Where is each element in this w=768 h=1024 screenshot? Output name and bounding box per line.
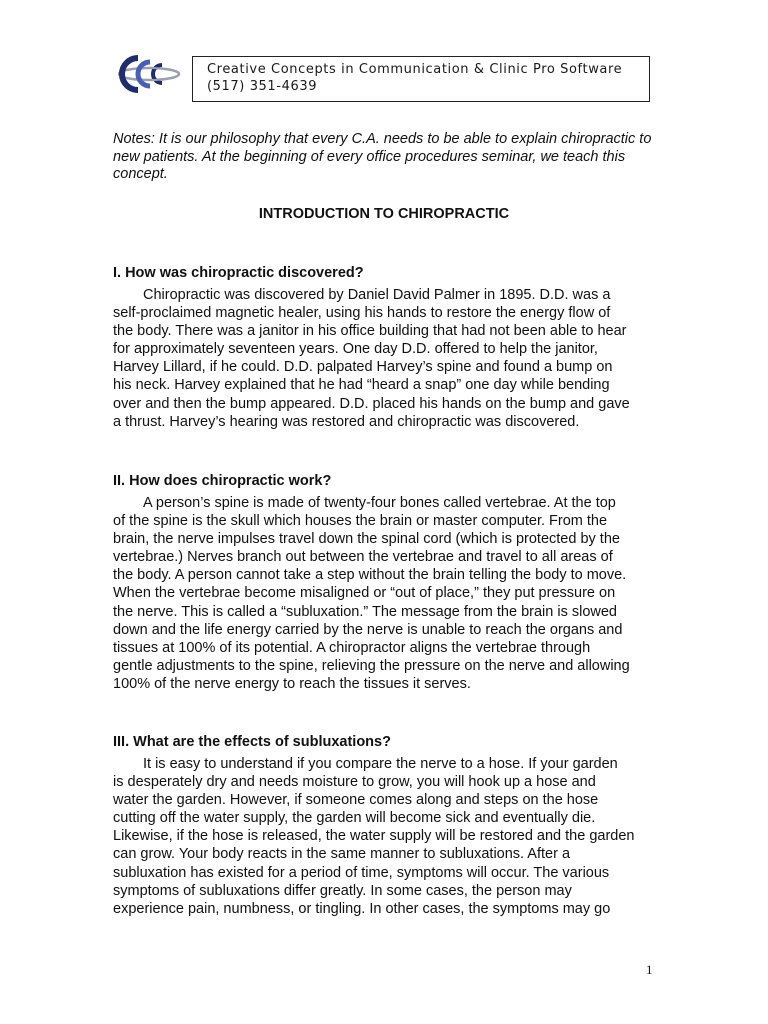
body-line: a thrust. Harvey’s hearing was restored and chiropractic was discovered. <box>113 413 580 430</box>
header-box <box>192 56 650 102</box>
body-line: cutting off the water supply, the garden will become sick and eventually die. <box>113 810 596 827</box>
ccc-logo-icon <box>116 50 186 98</box>
section-heading-1: I. How was chiropractic discovered? <box>113 265 364 281</box>
body-line: symptoms of subluxations differ greatly. In some cases, the person may <box>113 882 572 899</box>
company-logo <box>116 50 186 98</box>
notes-paragraph: Notes: It is our philosophy that every C.A. needs to be able to explain chiropractic to new patients. At the beginning of every office procedures seminar, we teach this concept. <box>113 131 652 182</box>
body-line: gentle adjustments to the spine, relieving the pressure on the nerve and allowing <box>113 657 630 674</box>
body-line: self-proclaimed magnetic healer, using his hands to restore the energy flow of <box>113 305 611 322</box>
section-heading-2: II. How does chiropractic work? <box>113 473 332 489</box>
body-line: the nerve. This is called a “subluxation.” The message from the brain is slowed <box>113 603 617 620</box>
body-line: experience pain, numbness, or tingling. In other cases, the symptoms may go <box>113 900 611 917</box>
body-line: is desperately dry and needs moisture to grow, you will hook up a hose and <box>113 774 596 791</box>
body-line: the body. A person cannot take a step without the brain telling the body to move. <box>113 567 627 584</box>
body-line: brain, the nerve impulses travel down the spinal cord (which is protected by the <box>113 531 620 548</box>
company-phone: (517) 351-4639 <box>207 79 318 94</box>
section-body-3 <box>113 755 655 918</box>
body-line: the body. There was a janitor in his office building that had not been able to hear <box>113 323 627 340</box>
body-line: It is easy to understand if you compare the nerve to a hose. If your garden <box>143 756 618 772</box>
section-body-1 <box>113 286 655 431</box>
body-line: Chiropractic was discovered by Daniel David Palmer in 1895. D.D. was a <box>143 287 611 303</box>
section-body-2 <box>113 494 655 693</box>
body-line: A person’s spine is made of twenty-four bones called vertebrae. At the top <box>143 495 616 511</box>
body-line: Likewise, if the hose is released, the water supply will be restored and the garden <box>113 828 635 845</box>
body-line: 100% of the nerve energy to reach the tissues it serves. <box>113 675 471 692</box>
body-line: tissues at 100% of its potential. A chiropractor aligns the vertebrae through <box>113 639 591 656</box>
body-line: can grow. Your body reacts in the same manner to subluxations. After a <box>113 846 571 863</box>
document-title: INTRODUCTION TO CHIROPRACTIC <box>258 206 510 222</box>
section-heading-3: III. What are the effects of subluxations? <box>113 734 391 750</box>
body-line: his neck. Harvey explained that he had “heard a snap” one day while bending <box>113 377 610 394</box>
body-line: water the garden. However, if someone comes along and steps on the hose <box>113 792 599 809</box>
body-line: over and then the bump appeared. D.D. placed his hands on the bump and gave <box>113 395 630 412</box>
body-line: vertebrae.) Nerves branch out between the vertebrae and travel to all areas of <box>113 549 613 566</box>
company-name: Creative Concepts in Communication & Clinic Pro Software <box>207 62 623 77</box>
body-line: down and the life energy carried by the nerve is unable to reach the organs and <box>113 621 623 638</box>
body-line: of the spine is the skull which houses the brain or master computer. From the <box>113 513 608 530</box>
body-line: for approximately seventeen years. One day D.D. offered to help the janitor, <box>113 341 598 358</box>
body-line: When the vertebrae become misaligned or “out of place,” they put pressure on <box>113 585 616 602</box>
body-line: subluxation has existed for a period of time, symptoms will occur. The various <box>113 864 610 881</box>
body-line: Harvey Lillard, if he could. D.D. palpated Harvey’s spine and found a bump on <box>113 359 613 376</box>
page-number: 1 <box>646 962 653 977</box>
